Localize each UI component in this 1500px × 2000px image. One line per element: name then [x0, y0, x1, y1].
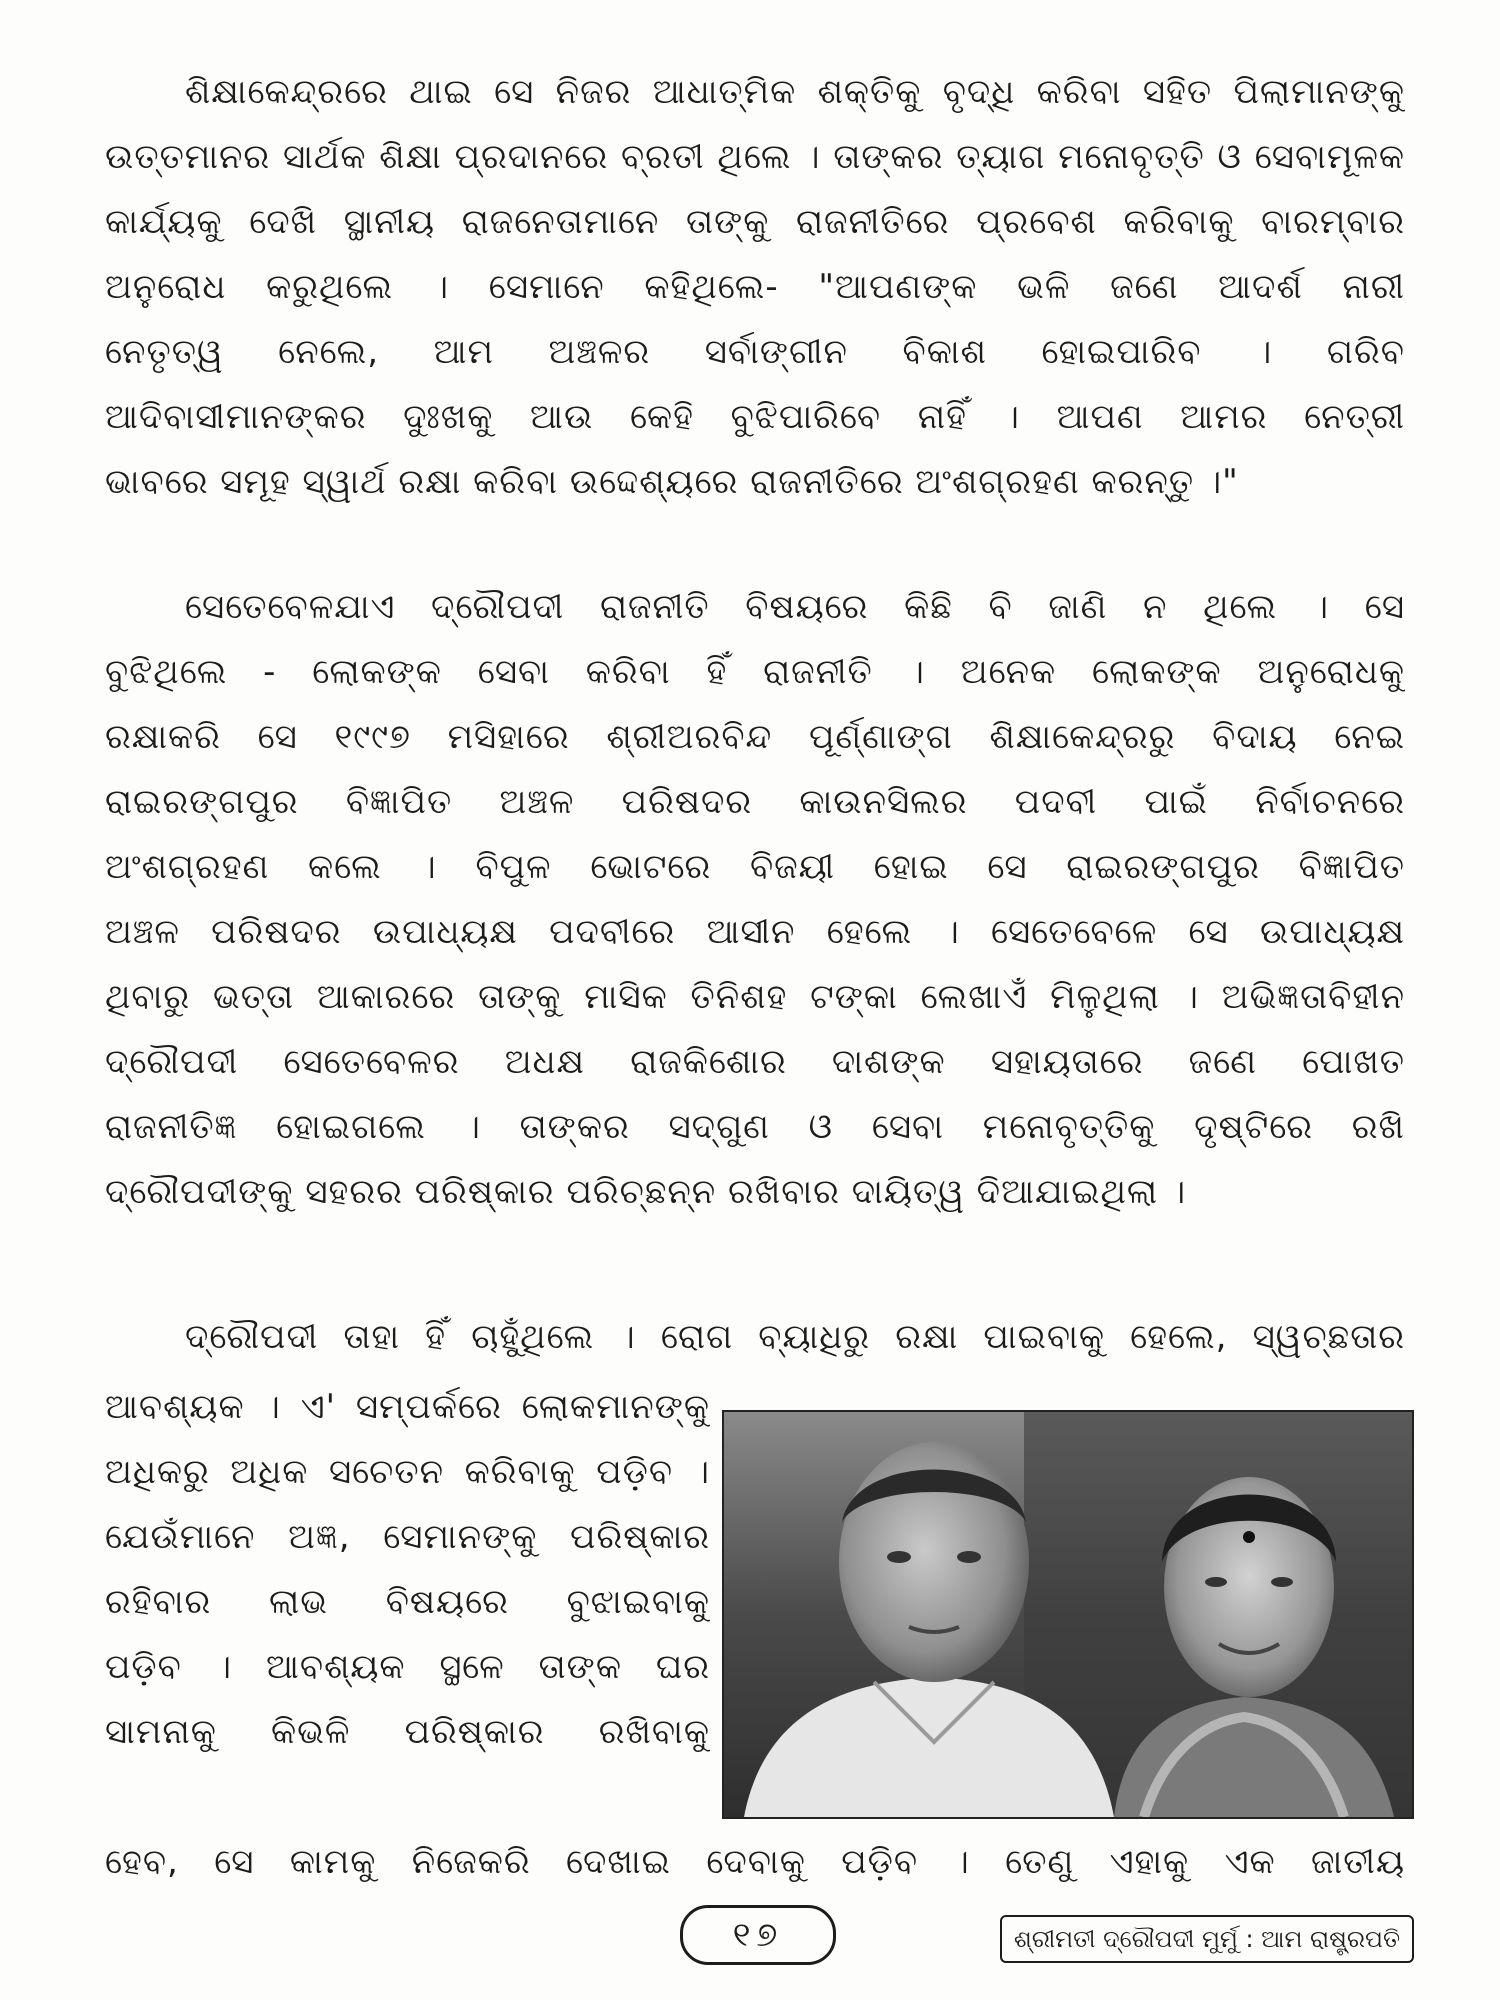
text-line: ଆବଶ୍ୟକ । ଏ' ସମ୍ପର୍କରେ ଲୋକମାନଙ୍କୁ: [105, 1387, 710, 1427]
book-title-footer: ଶ୍ରୀମତୀ ଦ୍ରୌପଦୀ ମୁର୍ମୁ : ଆମ ରାଷ୍ଟ୍ରପତି: [1000, 1915, 1414, 1963]
paragraph-3-wrapped: [105, 1375, 710, 1765]
paragraph-3-last-line: [105, 1830, 1405, 1895]
text-line: ଭାବରେ ସମୂହ ସ୍ୱାର୍ଥ ରକ୍ଷା କରିବା ଉଦ୍ଦେଶ୍ୟରେ ରାଜନୀତିରେ ଅଂଶଗ୍ରହଣ କରନ୍ତୁ ।": [105, 462, 1239, 502]
text-line: ଦ୍ରୌପଦୀ ସେତେବେଳର ଅଧକ୍ଷ ରାଜକିଶୋର ଦାଶଙ୍କ ସହାୟତାରେ ଜଣେ ପୋଖତ: [105, 1042, 1405, 1082]
text-line: ଶିକ୍ଷାକେନ୍ଦ୍ରରେ ଥାଇ ସେ ନିଜର ଆଧାତ୍ମିକ ଶକ୍ତିକୁ ବୃଦ୍ଧି କରିବା ସହିତ ପିଲାମାନଙ୍କୁ: [185, 72, 1405, 112]
text-line: ରାଇରଙ୍ଗପୁର ବିଜ୍ଞାପିତ ଅଞ୍ଚଳ ପରିଷଦର କାଉନସିଲର ପଦବୀ ପାଇଁ ନିର୍ବାଚନରେ: [105, 782, 1405, 822]
text-line: ନେତୃତ୍ୱ ନେଲେ, ଆମ ଅଞ୍ଚଳର ସର୍ବାଙ୍ଗୀନ ବିକାଶ ହୋଇପାରିବ । ଗରିବ: [105, 332, 1405, 372]
text-line: ରାଜନୀତିଜ୍ଞ ହୋଇଗଲେ । ତାଙ୍କର ସଦ୍‌ଗୁଣ ଓ ସେବା ମନୋବୃତ୍ତିକୁ ଦୃଷ୍ଟିରେ ରଖି: [105, 1107, 1405, 1147]
text-line: ଥିବାରୁ ଭତ୍ତା ଆକାରରେ ତାଙ୍କୁ ମାସିକ ତିନିଶହ ଟଙ୍କା ଲେଖାଏଁ ମିଳୁଥିଲା । ଅଭିଜ୍ଞତାବିହୀନ: [105, 977, 1405, 1017]
text-line: ରହିବାର ଲାଭ ବିଷୟରେ ବୁଝାଇବାକୁ: [105, 1582, 710, 1622]
text-line: ରକ୍ଷାକରି ସେ ୧୯୯୭ ମସିହାରେ ଶ୍ରୀଅରବିନ୍ଦ ପୂର୍ଣ୍ଣାଙ୍ଗ ଶିକ୍ଷାକେନ୍ଦ୍ରରୁ ବିଦାୟ ନେଇ: [105, 717, 1405, 757]
text-line: ହେବ, ସେ କାମକୁ ନିଜେକରି ଦେଖାଇ ଦେବାକୁ ପଡ଼ିବ । ତେଣୁ ଏହାକୁ ଏକ ଜାତୀୟ: [105, 1842, 1405, 1882]
photo-illustration: [724, 1412, 1412, 1817]
text-line: ଅଧିକରୁ ଅଧିକ ସଚେତନ କରିବାକୁ ପଡ଼ିବ ।: [105, 1452, 710, 1492]
text-line: ଦ୍ରୌପଦୀ ତାହା ହିଁ ଚାହୁଁଥିଲେ । ରୋଗ ବ୍ୟାଧିରୁ ରକ୍ଷା ପାଇବାକୁ ହେଲେ, ସ୍ୱଚ୍ଛତାର: [185, 1317, 1405, 1357]
text-line: କାର୍ଯ୍ୟକୁ ଦେଖି ସ୍ଥାନୀୟ ରାଜନେତାମାନେ ତାଙ୍କୁ ରାଜନୀତିରେ ପ୍ରବେଶ କରିବାକୁ ବାରମ୍ବାର: [105, 202, 1405, 242]
text-line: ଯେଉଁମାନେ ଅଜ୍ଞ, ସେମାନଙ୍କୁ ପରିଷ୍କାର: [105, 1517, 710, 1557]
text-line: ବୁଝିଥିଲେ - ଲୋକଙ୍କ ସେବା କରିବା ହିଁ ରାଜନୀତି । ଅନେକ ଲୋକଙ୍କ ଅନୁରୋଧକୁ: [105, 652, 1405, 692]
paragraph-1: [105, 60, 1405, 515]
text-line: ଅଞ୍ଚଳ ପରିଷଦର ଉପାଧ୍ୟକ୍ଷ ପଦବୀରେ ଆସୀନ ହେଲେ । ସେତେବେଳେ ସେ ଉପାଧ୍ୟକ୍ଷ: [105, 912, 1405, 952]
paragraph-3-first-line: [105, 1305, 1405, 1370]
text-line: ଆଦିବାସୀମାନଙ୍କର ଦୁଃଖକୁ ଆଉ କେହି ବୁଝିପାରିବେ ନାହିଁ । ଆପଣ ଆମର ନେତ୍ରୀ: [105, 397, 1405, 437]
text-line: ସେତେବେଳଯାଏ ଦ୍ରୌପଦୀ ରାଜନୀତି ବିଷୟରେ କିଛି ବି ଜାଣି ନ ଥିଲେ । ସେ: [185, 587, 1405, 627]
text-line: ଅଂଶଗ୍ରହଣ କଲେ । ବିପୁଳ ଭୋଟରେ ବିଜୟୀ ହୋଇ ସେ ରାଇରଙ୍ଗପୁର ବିଜ୍ଞାପିତ: [105, 847, 1405, 887]
paragraph-2: [105, 575, 1405, 1225]
text-line: ଦ୍ରୌପଦୀଙ୍କୁ ସହରର ପରିଷ୍କାର ପରିଚ୍ଛନ୍ନ ରଖିବାର ଦାୟିତ୍ୱ ଦିଆଯାଇଥିଲା ।: [105, 1172, 1187, 1212]
text-line: ପଡ଼ିବ । ଆବଶ୍ୟକ ସ୍ଥଳେ ତାଙ୍କ ଘର: [105, 1647, 710, 1687]
text-line: ସାମନାକୁ କିଭଳି ପରିଷ୍କାର ରଖିବାକୁ: [105, 1712, 710, 1752]
page-number: ୧୭: [680, 1905, 836, 1965]
text-line: ଉତ୍ତମାନର ସାର୍ଥକ ଶିକ୍ଷା ପ୍ରଦାନରେ ବ୍ରତୀ ଥିଲେ । ତାଙ୍କର ତ୍ୟାଗ ମନୋବୃତ୍ତି ଓ ସେବାମୂଳକ: [105, 137, 1405, 177]
text-line: ଅନୁରୋଧ କରୁଥିଲେ । ସେମାନେ କହିଥିଲେ- "ଆପଣଙ୍କ ଭଳି ଜଣେ ଆଦର୍ଶ ନାରୀ: [105, 267, 1405, 307]
portrait-photo: [722, 1410, 1414, 1819]
